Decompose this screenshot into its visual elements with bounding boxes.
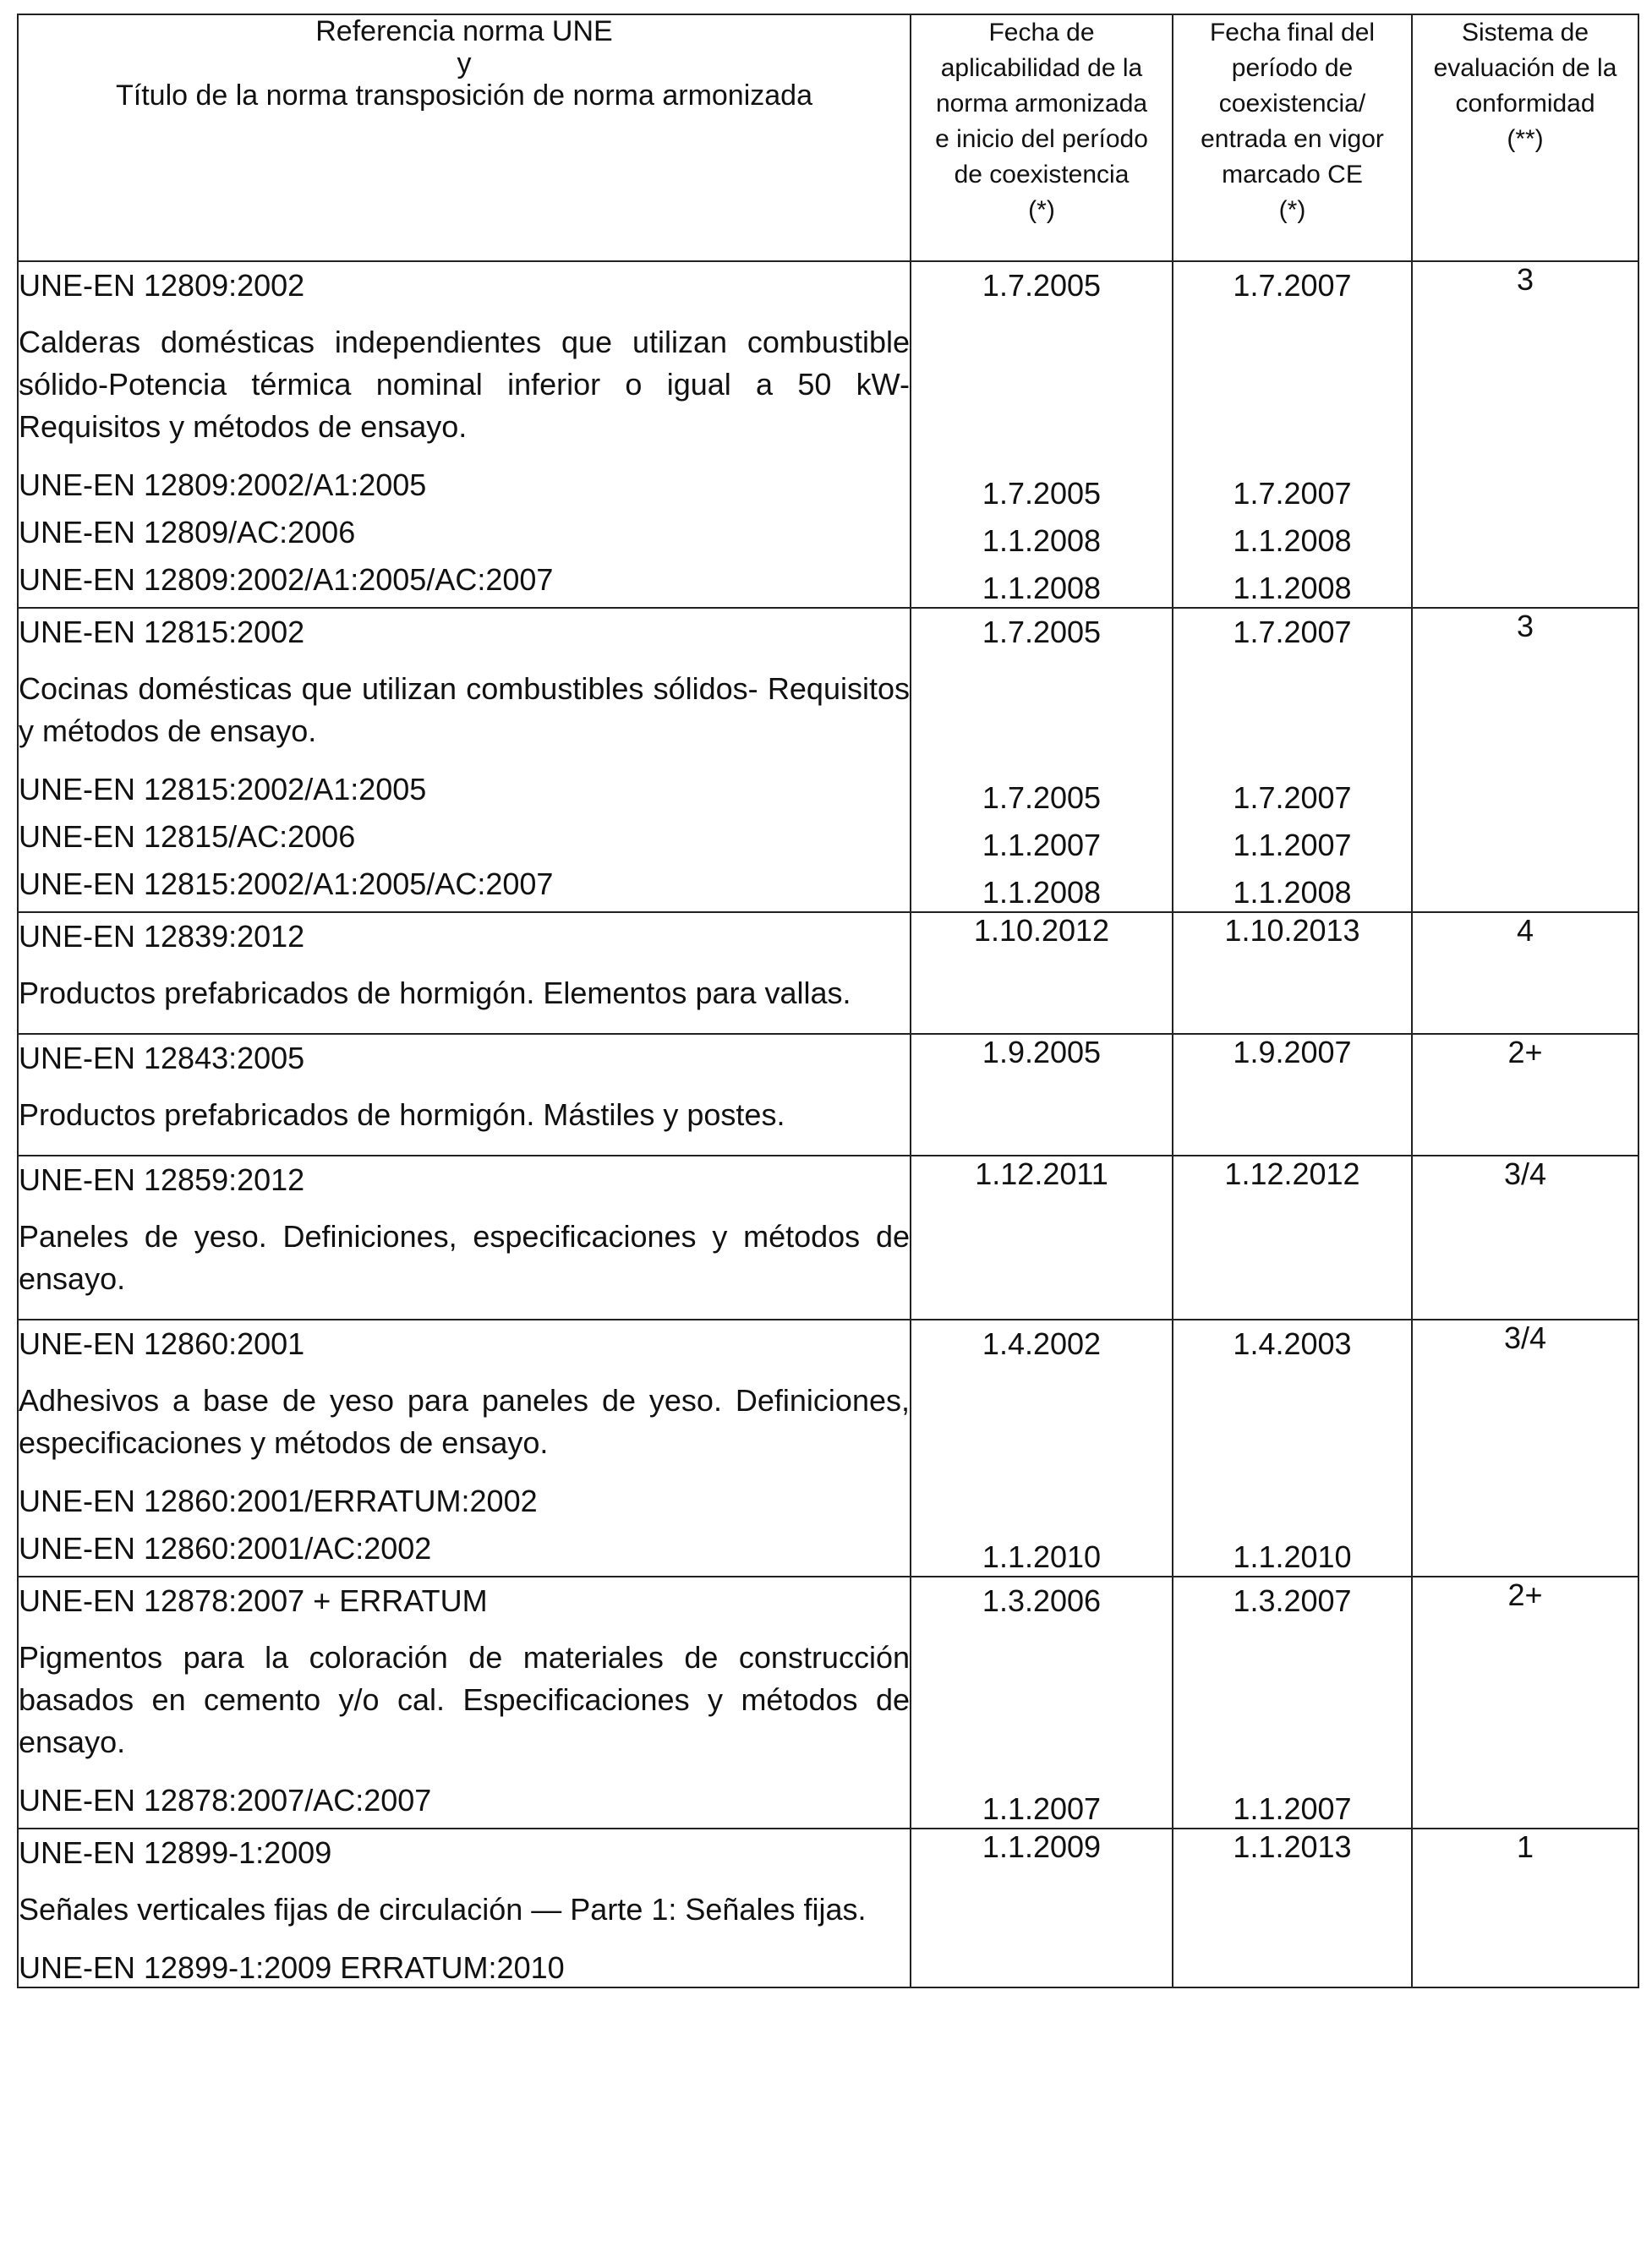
standard-reference: UNE-EN 12815:2002 <box>19 615 305 649</box>
end-date-cell: 1.12.2012 <box>1173 1156 1412 1320</box>
applicability-date-cell <box>911 608 1173 912</box>
table-row <box>18 1156 1638 1320</box>
standard-reference: UNE-EN 12809/AC:2006 <box>19 515 356 549</box>
standard-reference: UNE-EN 12860:2001/ERRATUM:2002 <box>19 1484 538 1518</box>
standard-reference: UNE-EN 12839:2012 <box>19 919 305 954</box>
header-end-date: Fecha final del período de coexistencia/ entrada en vigor marcado CE (*) <box>1173 14 1412 261</box>
reference-cell <box>18 1577 911 1829</box>
table-row <box>18 912 1638 1034</box>
standard-reference: UNE-EN 12809:2002 <box>19 268 305 303</box>
end-date-cell <box>1173 1577 1412 1829</box>
standard-reference: UNE-EN 12860:2001 <box>19 1326 305 1361</box>
end-date: 1.1.2007 <box>1233 828 1352 862</box>
applicability-date-cell: 1.1.2009 <box>911 1829 1173 1987</box>
standard-reference: UNE-EN 12859:2012 <box>19 1162 305 1197</box>
assessment-system-cell: 3 <box>1412 608 1638 912</box>
reference-cell <box>18 608 911 912</box>
standard-title: Calderas domésticas independientes que utilizan combustible sólido-Potencia térmica nominal inferior o igual a 50 kW-Requisitos y métodos de ensayo. <box>19 325 910 444</box>
table-row <box>18 608 1638 912</box>
applicability-date: 1.7.2005 <box>982 476 1102 511</box>
standard-reference: UNE-EN 12815:2002/A1:2005/AC:2007 <box>19 867 554 901</box>
assessment-system-cell: 4 <box>1412 912 1638 1034</box>
end-date-cell <box>1173 261 1412 608</box>
assessment-system-cell: 3/4 <box>1412 1320 1638 1577</box>
end-date: 1.4.2003 <box>1233 1326 1352 1361</box>
reference-cell <box>18 1829 911 1987</box>
applicability-date: 1.7.2005 <box>982 268 1102 303</box>
assessment-system-cell: 1 <box>1412 1829 1638 1987</box>
standard-reference: UNE-EN 12815:2002/A1:2005 <box>19 772 427 806</box>
standard-reference: UNE-EN 12899-1:2009 <box>19 1835 332 1870</box>
applicability-date: 1.4.2002 <box>982 1326 1102 1361</box>
table-header-row <box>18 14 1638 261</box>
standard-reference: UNE-EN 12843:2005 <box>19 1041 305 1075</box>
header-applicability-date: Fecha de aplicabilidad de la norma armonizada e inicio del período de coexistencia (*) <box>911 14 1173 261</box>
end-date: 1.1.2008 <box>1233 875 1352 910</box>
end-date <box>1173 1491 1411 1528</box>
applicability-date-cell <box>911 261 1173 608</box>
end-date-cell: 1.9.2007 <box>1173 1034 1412 1156</box>
applicability-date-cell <box>911 1577 1173 1829</box>
standard-title: Productos prefabricados de hormigón. Mástiles y postes. <box>19 1097 785 1132</box>
assessment-system-cell: 3 <box>1412 261 1638 608</box>
standard-reference: UNE-EN 12809:2002/A1:2005 <box>19 467 427 502</box>
reference-cell <box>18 261 911 608</box>
end-date: 1.7.2007 <box>1233 268 1352 303</box>
end-date: 1.3.2007 <box>1233 1583 1352 1618</box>
end-date: 1.7.2007 <box>1233 780 1352 815</box>
assessment-system-cell: 2+ <box>1412 1577 1638 1829</box>
standard-reference: UNE-EN 12809:2002/A1:2005/AC:2007 <box>19 562 554 597</box>
applicability-date <box>911 1491 1172 1528</box>
standard-title: Productos prefabricados de hormigón. Elementos para vallas. <box>19 976 851 1010</box>
reference-cell <box>18 1156 911 1320</box>
end-date-cell <box>1173 1320 1412 1577</box>
standard-title: Pigmentos para la coloración de materiales de construcción basados en cemento y/o cal. Especificaciones y métodos de ensayo. <box>19 1640 910 1759</box>
end-date: 1.1.2007 <box>1233 1791 1352 1826</box>
standard-title: Cocinas domésticas que utilizan combustibles sólidos- Requisitos y métodos de ensayo. <box>19 671 910 748</box>
end-date: 1.1.2008 <box>1233 523 1352 558</box>
standard-title: Paneles de yeso. Definiciones, especificaciones y métodos de ensayo. <box>19 1219 910 1296</box>
header-reference: Referencia norma UNE y Título de la norma transposición de norma armonizada <box>18 14 911 261</box>
end-date-cell: 1.10.2013 <box>1173 912 1412 1034</box>
applicability-date-cell: 1.12.2011 <box>911 1156 1173 1320</box>
standard-title: Señales verticales fijas de circulación — Parte 1: Señales fijas. <box>19 1892 867 1927</box>
standards-table <box>17 14 1639 1988</box>
table-row <box>18 1320 1638 1577</box>
applicability-date: 1.7.2005 <box>982 615 1102 649</box>
end-date: 1.1.2010 <box>1233 1539 1352 1574</box>
table-row <box>18 261 1638 608</box>
reference-cell <box>18 912 911 1034</box>
applicability-date: 1.1.2010 <box>982 1539 1102 1574</box>
end-date-cell: 1.1.2013 <box>1173 1829 1412 1987</box>
end-date: 1.7.2007 <box>1233 476 1352 511</box>
standard-reference: UNE-EN 12878:2007/AC:2007 <box>19 1783 432 1818</box>
applicability-date: 1.1.2008 <box>982 523 1102 558</box>
standard-reference: UNE-EN 12878:2007 + ERRATUM <box>19 1583 488 1618</box>
header-assessment-system: Sistema de evaluación de la conformidad (**) <box>1412 14 1638 261</box>
table-row <box>18 1034 1638 1156</box>
end-date-cell <box>1173 608 1412 912</box>
applicability-date: 1.3.2006 <box>982 1583 1102 1618</box>
applicability-date: 1.1.2007 <box>982 828 1102 862</box>
end-date: 1.7.2007 <box>1233 615 1352 649</box>
table-row <box>18 1829 1638 1987</box>
applicability-date-cell: 1.9.2005 <box>911 1034 1173 1156</box>
applicability-date: 1.7.2005 <box>982 780 1102 815</box>
reference-cell <box>18 1320 911 1577</box>
assessment-system-cell: 3/4 <box>1412 1156 1638 1320</box>
end-date: 1.1.2008 <box>1233 571 1352 605</box>
standard-reference: UNE-EN 12899-1:2009 ERRATUM:2010 <box>19 1950 565 1985</box>
table-row <box>18 1577 1638 1829</box>
standard-reference: UNE-EN 12860:2001/AC:2002 <box>19 1531 432 1566</box>
reference-cell <box>18 1034 911 1156</box>
applicability-date-cell <box>911 1320 1173 1577</box>
standard-reference: UNE-EN 12815/AC:2006 <box>19 819 356 854</box>
standard-title: Adhesivos a base de yeso para paneles de yeso. Definiciones, especificaciones y métodos de ensayo. <box>19 1383 910 1460</box>
applicability-date: 1.1.2008 <box>982 571 1102 605</box>
assessment-system-cell: 2+ <box>1412 1034 1638 1156</box>
applicability-date: 1.1.2007 <box>982 1791 1102 1826</box>
applicability-date-cell: 1.10.2012 <box>911 912 1173 1034</box>
applicability-date: 1.1.2008 <box>982 875 1102 910</box>
